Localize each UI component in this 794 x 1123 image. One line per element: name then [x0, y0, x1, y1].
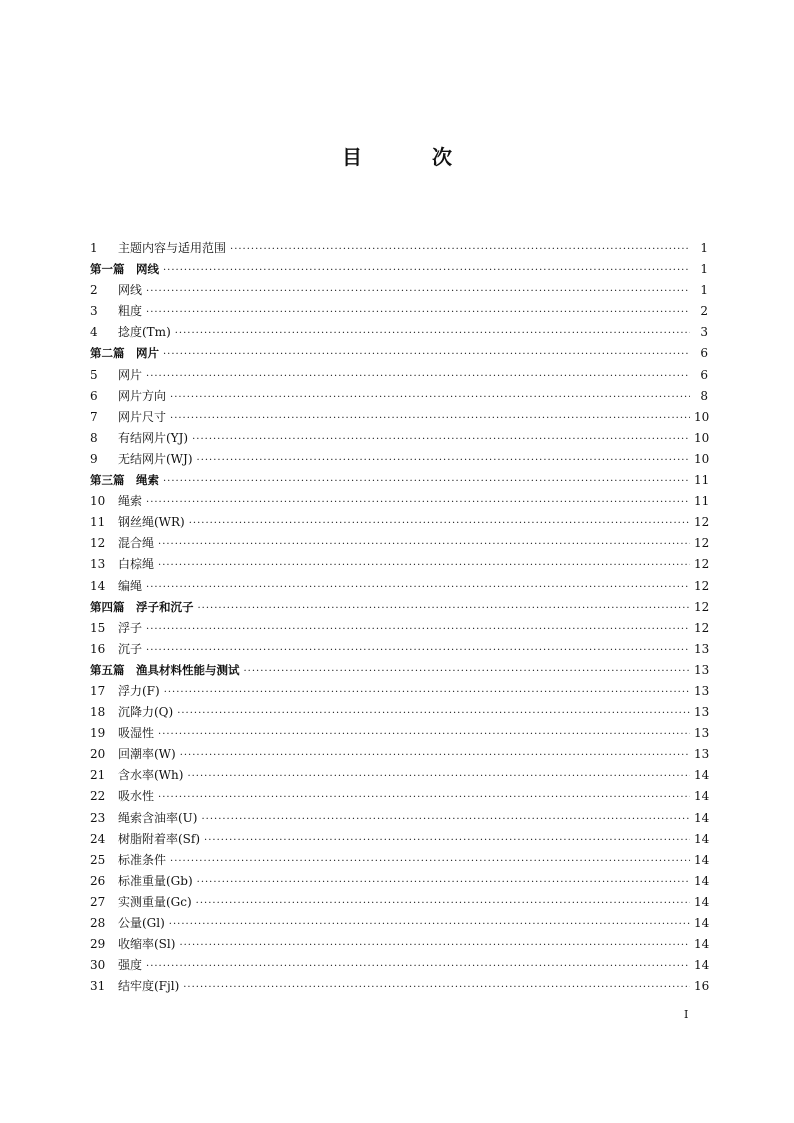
toc-entry-page: 1 — [700, 283, 708, 298]
toc-entry-page: 3 — [700, 325, 708, 340]
dot-leader — [192, 429, 690, 450]
toc-entry — [90, 702, 708, 723]
toc-entry-label: 第二篇 网片 — [90, 346, 159, 361]
toc-entry-label: 绳索 — [118, 494, 143, 509]
toc-entry-page: 10 — [694, 430, 710, 445]
toc-entry — [90, 512, 708, 533]
dot-leader — [189, 513, 690, 534]
toc-entry-page: 6 — [700, 346, 708, 361]
toc-entry-page: 13 — [694, 641, 710, 656]
toc-entry — [90, 365, 708, 386]
toc-entry-number: 30 — [90, 958, 106, 973]
toc-entry-label: 无结网片(WJ) — [118, 451, 193, 466]
toc-part-heading — [90, 660, 708, 681]
toc-entry-number: 24 — [90, 831, 106, 846]
dot-leader — [187, 766, 690, 787]
toc-entry-page: 1 — [700, 262, 708, 277]
toc-entry — [90, 681, 708, 702]
dot-leader — [179, 935, 690, 956]
dot-leader — [196, 893, 690, 914]
dot-leader — [146, 366, 690, 387]
toc-entry — [90, 829, 708, 850]
toc-entry-label: 白棕绳 — [118, 557, 155, 572]
toc-entry-number: 17 — [90, 683, 106, 698]
toc-entry-number: 8 — [90, 430, 98, 445]
toc-entry-number: 6 — [90, 388, 98, 403]
dot-leader — [158, 787, 690, 808]
toc-entry — [90, 533, 708, 554]
toc-entry-page: 13 — [694, 747, 710, 762]
dot-leader — [230, 239, 690, 260]
dot-leader — [163, 344, 690, 365]
toc-entry-label: 标准条件 — [118, 852, 167, 867]
toc-entry-label: 粗度 — [118, 304, 143, 319]
toc-entry-number: 26 — [90, 873, 106, 888]
toc-entry-label: 钢丝绳(WR) — [118, 515, 185, 530]
toc-entry-number: 22 — [90, 789, 106, 804]
toc-entry-page: 14 — [694, 852, 710, 867]
toc-entry-number: 28 — [90, 916, 106, 930]
dot-leader — [158, 555, 690, 576]
toc-entry-page: 14 — [694, 873, 710, 888]
dot-leader — [158, 534, 690, 555]
dot-leader — [163, 260, 690, 281]
toc-entry-label: 强度 — [118, 958, 143, 973]
toc-entry-number: 5 — [90, 367, 98, 382]
toc-entry — [90, 449, 708, 470]
dot-leader — [204, 830, 690, 851]
toc-entry-label: 公量(Gl) — [118, 916, 165, 930]
toc-entry — [90, 618, 708, 639]
toc-entry-number: 16 — [90, 641, 106, 656]
toc-entry-label: 沉子 — [118, 641, 143, 656]
toc-entry-label: 捻度(Tm) — [118, 325, 171, 340]
toc-entry-label: 沉降力(Q) — [118, 705, 174, 720]
toc-entry-number: 4 — [90, 325, 98, 340]
dot-leader — [183, 977, 690, 998]
toc-entry-page: 11 — [694, 473, 710, 488]
toc-entry-page: 1 — [700, 241, 708, 255]
dot-leader — [146, 577, 690, 598]
toc-entry-label: 绳索含油率(U) — [118, 810, 198, 825]
toc-entry — [90, 428, 708, 449]
toc-entry-number: 10 — [90, 494, 106, 509]
dot-leader — [146, 640, 690, 661]
toc-entry-number: 13 — [90, 557, 106, 572]
toc-entry-label: 浮力(F) — [118, 683, 160, 698]
toc-entry-page: 13 — [694, 662, 710, 677]
toc-entry-page: 13 — [694, 683, 710, 698]
toc-entry-label: 第三篇 绳索 — [90, 473, 159, 488]
toc-entry — [90, 386, 708, 407]
dot-leader — [197, 872, 690, 893]
toc-entry-number: 31 — [90, 979, 106, 994]
toc-entry — [90, 280, 708, 301]
toc-entry-label: 实测重量(Gc) — [118, 894, 192, 909]
toc-entry-label: 主题内容与适用范围 — [118, 241, 227, 255]
toc-entry-label: 第一篇 网线 — [90, 262, 159, 277]
toc-entry — [90, 576, 708, 597]
toc-entry-number: 11 — [90, 515, 106, 530]
toc-entry-page: 13 — [694, 705, 710, 720]
toc-entry — [90, 808, 708, 829]
dot-leader — [175, 323, 690, 344]
toc-entry-page: 14 — [694, 810, 710, 825]
dot-leader — [158, 724, 690, 745]
dot-leader — [170, 408, 690, 429]
title-char-1: 目 — [342, 145, 362, 169]
toc-entry-number: 12 — [90, 536, 106, 551]
dot-leader — [180, 745, 690, 766]
toc-entry — [90, 955, 708, 976]
toc-entry-label: 编绳 — [118, 578, 143, 593]
toc-part-heading — [90, 597, 708, 618]
toc-entry-label: 混合绳 — [118, 536, 155, 551]
toc-entry — [90, 913, 708, 934]
toc-entry-label: 回潮率(W) — [118, 747, 176, 762]
toc-entry-page: 14 — [694, 768, 710, 783]
toc-entry-label: 吸水性 — [118, 789, 155, 804]
toc-entry-label: 第四篇 浮子和沉子 — [90, 599, 194, 614]
toc-entry — [90, 723, 708, 744]
toc-entry — [90, 786, 708, 807]
page-title — [0, 141, 794, 170]
toc-entry — [90, 407, 708, 428]
dot-leader — [177, 703, 690, 724]
toc-entry-page: 12 — [694, 578, 710, 593]
toc-entry-label: 网片 — [118, 367, 143, 382]
toc-entry-page: 14 — [694, 831, 710, 846]
toc-entry-page: 16 — [694, 979, 710, 994]
toc-entry-label: 网片尺寸 — [118, 409, 167, 424]
dot-leader — [197, 450, 690, 471]
toc-entry-page: 14 — [694, 958, 710, 973]
toc-entry-page: 11 — [694, 494, 710, 509]
toc-entry-label: 含水率(Wh) — [118, 768, 184, 783]
toc-entry-label: 结牢度(Fjl) — [118, 979, 180, 994]
toc-entry — [90, 744, 708, 765]
toc-entry-number: 2 — [90, 283, 98, 298]
toc-entry — [90, 238, 708, 259]
toc-entry-label: 有结网片(YJ) — [118, 430, 189, 445]
dot-leader — [146, 956, 690, 977]
toc-entry-label: 浮子 — [118, 620, 143, 635]
toc-entry-number: 29 — [90, 937, 106, 952]
page-number: I — [684, 1008, 689, 1021]
dot-leader — [244, 661, 691, 682]
toc-entry-number: 21 — [90, 768, 106, 783]
dot-leader — [146, 302, 690, 323]
toc-entry — [90, 491, 708, 512]
toc-entry-label: 收缩率(Sl) — [118, 937, 176, 952]
toc-entry — [90, 639, 708, 660]
dot-leader — [170, 387, 690, 408]
toc-entry-page: 14 — [694, 937, 710, 952]
toc-entry-number: 20 — [90, 747, 106, 762]
toc-entry-page: 12 — [694, 515, 710, 530]
toc-entry — [90, 850, 708, 871]
toc-part-heading — [90, 259, 708, 280]
toc-entry-number: 3 — [90, 304, 98, 319]
toc-entry-number: 7 — [90, 409, 98, 424]
toc-entry — [90, 934, 708, 955]
toc-part-heading — [90, 343, 708, 364]
toc-entry-number: 25 — [90, 852, 106, 867]
dot-leader — [201, 809, 690, 830]
title-char-2: 次 — [432, 145, 452, 169]
toc-entry-page: 12 — [694, 599, 710, 614]
toc-entry — [90, 301, 708, 322]
dot-leader — [146, 281, 690, 302]
toc-entry-page: 13 — [694, 726, 710, 741]
toc-entry — [90, 871, 708, 892]
toc-entry-label: 第五篇 渔具材料性能与测试 — [90, 662, 240, 677]
toc-entry-page: 12 — [694, 536, 710, 551]
toc-entry-page: 2 — [700, 304, 708, 319]
toc-entry-page: 12 — [694, 557, 710, 572]
table-of-contents — [90, 238, 708, 997]
toc-entry-page: 10 — [694, 451, 710, 466]
toc-entry-number: 15 — [90, 620, 106, 635]
toc-entry-number: 1 — [90, 241, 98, 255]
toc-entry-number: 18 — [90, 705, 106, 720]
dot-leader — [164, 682, 690, 703]
toc-entry — [90, 892, 708, 913]
toc-entry-label: 标准重量(Gb) — [118, 873, 193, 888]
toc-entry-page: 14 — [694, 916, 710, 930]
toc-entry-page: 10 — [694, 409, 710, 424]
toc-entry-number: 9 — [90, 451, 98, 466]
toc-entry-page: 14 — [694, 789, 710, 804]
dot-leader — [146, 492, 690, 513]
toc-entry — [90, 976, 708, 997]
dot-leader — [146, 619, 690, 640]
dot-leader — [163, 471, 690, 492]
toc-entry-page: 14 — [694, 894, 710, 909]
toc-entry-page: 8 — [700, 388, 708, 403]
toc-entry — [90, 322, 708, 343]
toc-entry-number: 19 — [90, 726, 106, 741]
dot-leader — [198, 598, 691, 619]
toc-entry-label: 网片方向 — [118, 388, 167, 403]
toc-entry-page: 12 — [694, 620, 710, 635]
toc-entry-number: 27 — [90, 894, 106, 909]
dot-leader — [170, 851, 690, 872]
toc-entry — [90, 765, 708, 786]
toc-entry-label: 树脂附着率(Sf) — [118, 831, 201, 846]
dot-leader — [169, 914, 690, 935]
toc-part-heading — [90, 470, 708, 491]
toc-entry — [90, 554, 708, 575]
toc-entry-page: 6 — [700, 367, 708, 382]
toc-entry-label: 网线 — [118, 283, 143, 298]
toc-entry-label: 吸湿性 — [118, 726, 155, 741]
toc-entry-number: 14 — [90, 578, 106, 593]
toc-entry-number: 23 — [90, 810, 106, 825]
